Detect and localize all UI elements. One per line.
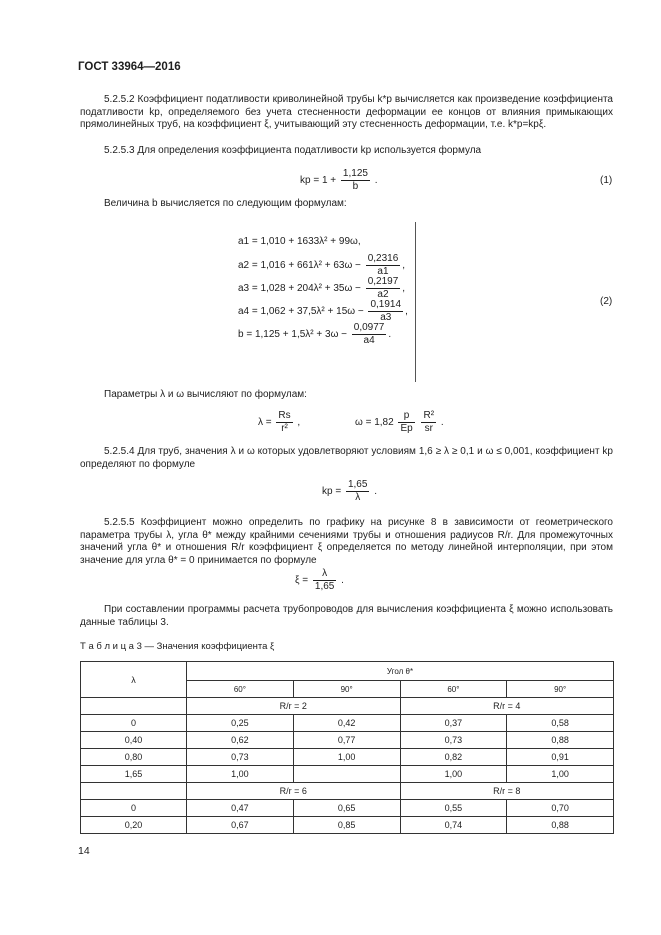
formula-kp-simple-fraction [346, 479, 369, 504]
formula-kp-simple [322, 479, 377, 504]
cell: 0 [81, 715, 187, 732]
formula-omega-denominator-1: Ep [400, 423, 413, 434]
formula-kp-simple-lhs: kp = [322, 486, 342, 498]
paragraph-5-2-5-3: 5.2.5.3 Для определения коэффициента податливости kp используется формула [104, 145, 482, 156]
cell: 0,67 [187, 817, 294, 834]
formula-omega-denominator-2: sr [424, 423, 433, 434]
table-row [81, 715, 614, 732]
cell: 0,47 [187, 800, 294, 817]
formula-lambda-lhs: λ = [258, 417, 272, 429]
table-row [81, 732, 614, 749]
formula-omega-fraction-2 [421, 410, 436, 435]
cell: 0,40 [81, 732, 187, 749]
cell: 0,77 [293, 732, 400, 749]
row-a2-numerator: 0,2316 [367, 253, 399, 264]
table-row [81, 766, 614, 783]
paragraph-b-intro: Величина b вычисляется по следующим формулам: [104, 198, 347, 209]
formula-system-row-b [238, 322, 408, 345]
row-a2-denominator: a1 [377, 266, 389, 277]
cell [293, 766, 400, 783]
cell: 0,74 [400, 817, 507, 834]
formula-xi-numerator: λ [313, 568, 336, 581]
formula-system [238, 230, 408, 345]
group-label-right: R/r = 4 [400, 698, 614, 715]
table-header-row [81, 662, 614, 681]
row-a3-numerator: 0,2197 [367, 276, 399, 287]
cell: 0,91 [507, 749, 614, 766]
header-lambda: λ [81, 662, 187, 698]
formula-kp-lhs: kp = 1 + [300, 175, 337, 187]
cell: 0,37 [400, 715, 507, 732]
cell: 0 [81, 800, 187, 817]
group-label-left: R/r = 6 [187, 783, 401, 800]
paragraph-lambda-omega: Параметры λ и ω вычисляют по формулам: [104, 389, 307, 400]
cell: 0,73 [400, 732, 507, 749]
row-b-tail: . [388, 329, 392, 341]
formula-xi-lhs: ξ = [295, 575, 309, 587]
formula-kp [300, 168, 378, 193]
formula-kp-fraction [341, 168, 370, 193]
formula-xi-tail: . [341, 575, 344, 587]
cell: 0,70 [507, 800, 614, 817]
row-a4-tail: , [405, 306, 408, 318]
row-a2-lhs: a2 = 1,016 + 661λ² + 63ω − [238, 260, 361, 272]
cell: 0,58 [507, 715, 614, 732]
row-a1-lhs: a1 = 1,010 + 1633λ² + 99ω, [238, 236, 361, 247]
formula-kp-numerator: 1,125 [342, 168, 368, 179]
group-label-empty [81, 783, 187, 800]
table-row [81, 817, 614, 834]
formula-system-row-a1 [238, 230, 408, 253]
formula-kp-tail: . [374, 175, 378, 187]
row-a2-fraction [366, 253, 401, 278]
group-label-right: R/r = 8 [400, 783, 614, 800]
row-a4-numerator: 0,1914 [370, 299, 402, 310]
formula-kp-denominator: b [352, 181, 359, 192]
cell: 0,82 [400, 749, 507, 766]
paragraph-5-2-5-2: 5.2.5.2 Коэффициент податливости криволинейной трубы k*p вычисляется как произведение коэффициента податливости kp, определяемого без учета стесненности деформации ее концов от влияния примыкающих прямолинейных труб, на коэффициент ξ, учитывающий эту стесненность деформации, т.е. k*p=kpξ. [80, 94, 613, 130]
formula-lambda-denominator: r² [281, 423, 288, 434]
cell: 0,62 [187, 732, 294, 749]
paragraph-5-2-5-5: 5.2.5.5 Коэффициент можно определить по графику на рисунке 8 в зависимости от геометрического параметра трубы λ, угла θ* между крайними сечениями трубы и отношения радиусов R/r. Для промежуточных значений угла θ* и отношения R/r коэффициент ξ определяется по методу линейной интерполяции, при этом значение для угла θ* = 0 принимается по формуле [80, 517, 613, 566]
cell: 0,65 [293, 800, 400, 817]
cell: 1,00 [400, 766, 507, 783]
formula-lambda-numerator: Rs [278, 410, 291, 421]
formula-lambda-fraction [276, 410, 292, 435]
table-row [81, 749, 614, 766]
formula-omega-tail: . [440, 417, 444, 429]
formula-xi-fraction [313, 568, 336, 593]
cell: 1,00 [507, 766, 614, 783]
formula-omega [355, 410, 444, 435]
header-angle-60-right: 60° [400, 681, 507, 698]
cell: 1,00 [293, 749, 400, 766]
row-b-denominator: a4 [363, 335, 375, 346]
cell: 0,88 [507, 732, 614, 749]
table-group-row [81, 783, 614, 800]
formula-lambda-tail: , [297, 417, 301, 429]
document-header: ГОСТ 33964—2016 [78, 61, 181, 73]
formula-kp-simple-numerator: 1,65 [347, 479, 368, 490]
table-caption: Т а б л и ц а 3 — Значения коэффициента ξ [80, 641, 275, 652]
equation-number-2: (2) [600, 296, 613, 307]
cell: 0,20 [81, 817, 187, 834]
formula-kp-simple-denominator: λ [355, 492, 361, 503]
paragraph-5-2-5-4: 5.2.5.4 Для труб, значения λ и ω которых удовлетворяют условиям 1,6 ≥ λ ≥ 0,1 и ω ≤ 0,001, коэффициент kp определяют по формуле [80, 446, 613, 470]
formula-lambda [258, 410, 300, 435]
formula-xi [295, 568, 344, 593]
cell: 0,88 [507, 817, 614, 834]
formula-system-row-a2 [238, 253, 408, 276]
cell: 0,42 [293, 715, 400, 732]
formula-system-row-a3 [238, 276, 408, 299]
cell: 0,25 [187, 715, 294, 732]
formula-kp-simple-tail: . [374, 486, 377, 498]
row-a2-tail: , [402, 260, 406, 272]
formula-system-row-a4 [238, 299, 408, 322]
cell: 0,55 [400, 800, 507, 817]
formula-omega-numerator-2: R² [423, 410, 435, 421]
coefficient-table [80, 661, 614, 834]
header-angle: Угол θ* [187, 662, 614, 681]
cell: 1,00 [187, 766, 294, 783]
group-label-left: R/r = 2 [187, 698, 401, 715]
formula-omega-fraction-1 [398, 410, 414, 435]
page-number: 14 [78, 845, 90, 857]
group-label-empty [81, 698, 187, 715]
row-a3-tail: , [402, 283, 406, 295]
cell: 0,80 [81, 749, 187, 766]
table-group-row [81, 698, 614, 715]
formula-xi-denominator: 1,65 [314, 581, 335, 592]
row-b-lhs: b = 1,125 + 1,5λ² + 3ω − [238, 329, 347, 341]
row-a4-lhs: a4 = 1,062 + 37,5λ² + 15ω − [238, 306, 364, 318]
row-b-numerator: 0,0977 [353, 322, 385, 333]
row-b-fraction [352, 322, 387, 347]
formula-omega-numerator-1: p [398, 410, 414, 423]
equation-number-1: (1) [600, 175, 613, 186]
row-a3-fraction [366, 276, 401, 301]
cell: 0,73 [187, 749, 294, 766]
cell: 0,85 [293, 817, 400, 834]
cell: 1,65 [81, 766, 187, 783]
formula-omega-lhs: ω = 1,82 [355, 417, 394, 429]
table-row [81, 800, 614, 817]
paragraph-table-ref: При составлении программы расчета трубопроводов для вычисления коэффициента ξ можно использовать данные таблицы 3. [80, 604, 613, 628]
header-angle-90-right: 90° [507, 681, 614, 698]
row-a3-denominator: a2 [377, 289, 389, 300]
system-brace [415, 222, 416, 382]
header-angle-90-left: 90° [293, 681, 400, 698]
header-angle-60-left: 60° [187, 681, 294, 698]
row-a4-fraction [368, 299, 403, 324]
row-a4-denominator: a3 [380, 312, 392, 323]
row-a3-lhs: a3 = 1,028 + 204λ² + 35ω − [238, 283, 361, 295]
